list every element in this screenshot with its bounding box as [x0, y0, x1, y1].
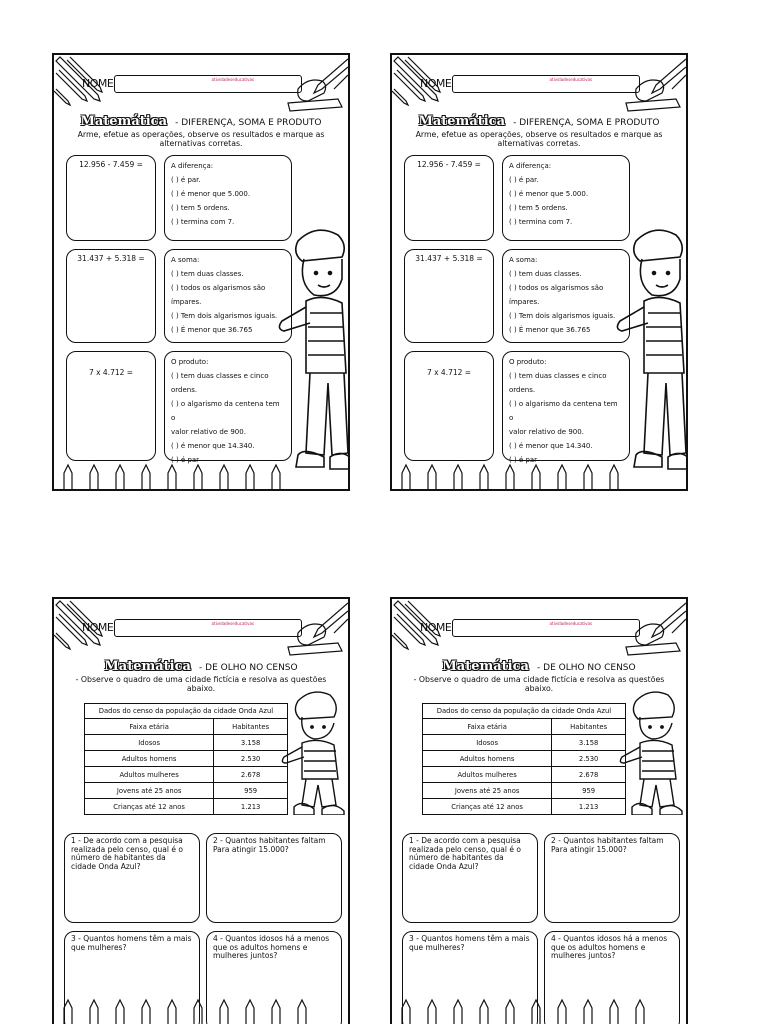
question-text: 1 - De acordo com a pesquisa realizada pelo censo, qual é o número de habitantes da cidade Onda Azul?	[71, 836, 183, 871]
title-sub: - DIFERENÇA, SOMA E PRODUTO	[175, 118, 322, 128]
option-item: ímpares.	[509, 298, 540, 306]
worksheet-title	[54, 110, 348, 129]
girl-illustration	[618, 687, 686, 815]
option-item[interactable]: ( ) todos os algarismos são	[171, 284, 266, 292]
table-cell: 2.678	[214, 767, 288, 783]
table-cell: 3.158	[214, 735, 288, 751]
table-header: Habitantes	[214, 719, 288, 735]
table-cell: 2.530	[552, 751, 626, 767]
answer-box-difference[interactable]	[404, 155, 494, 241]
option-item[interactable]: ( ) é par	[509, 456, 538, 464]
pencil-border-icon	[392, 996, 688, 1024]
table-cell: Adultos mulheres	[423, 767, 552, 783]
option-item: ímpares.	[171, 298, 202, 306]
table-header: Habitantes	[552, 719, 626, 735]
table-cell: Adultos mulheres	[85, 767, 214, 783]
instructions: Arme, efetue as operações, observe os resultados e marque as alternativas corretas.	[77, 130, 325, 148]
table-row	[423, 799, 626, 815]
brand-logo: atividadeseducativas	[211, 77, 254, 82]
option-item[interactable]: ( ) é menor que 5.000.	[171, 190, 251, 198]
option-item[interactable]: ( ) é par.	[509, 176, 539, 184]
options-difference	[164, 155, 292, 241]
title-main: Matemática	[418, 114, 506, 129]
heading-difference: A diferença:	[509, 162, 552, 170]
answer-box-difference[interactable]	[66, 155, 156, 241]
heading-product: O produto:	[171, 358, 209, 366]
name-label: NOME	[420, 621, 452, 634]
question-box-2[interactable]	[206, 833, 342, 923]
table-cell: Idosos	[85, 735, 214, 751]
worksheet-census-right	[390, 597, 688, 1024]
girl-illustration	[280, 687, 348, 815]
name-field[interactable]	[114, 619, 302, 637]
options-product	[164, 351, 292, 464]
option-item[interactable]: ( ) termina com 7.	[509, 218, 573, 226]
table-cell: 3.158	[552, 735, 626, 751]
operation-sum: 31.437 + 5.318 =	[415, 254, 483, 263]
table-cell: Jovens até 25 anos	[85, 783, 214, 799]
heading-product: O produto:	[509, 358, 547, 366]
options-difference	[502, 155, 630, 241]
option-item[interactable]: ( ) termina com 7.	[171, 218, 235, 226]
question-text: 2 - Quantos habitantes faltam Para atingir 15.000?	[551, 836, 664, 854]
option-item[interactable]: ( ) tem duas classes e cinco	[509, 372, 607, 380]
name-label: NOME	[420, 77, 452, 90]
name-field[interactable]	[452, 619, 640, 637]
worksheet-title	[54, 655, 348, 674]
name-field[interactable]	[452, 75, 640, 93]
table-row	[423, 751, 626, 767]
option-item[interactable]: ( ) o algarismo da centena tem o	[509, 400, 618, 422]
title-sub: - DIFERENÇA, SOMA E PRODUTO	[513, 118, 660, 128]
table-header: Faixa etária	[423, 719, 552, 735]
option-item[interactable]: ( ) é menor que 14.340.	[171, 442, 255, 450]
option-item[interactable]: ( ) tem duas classes.	[171, 270, 244, 278]
brand-logo: atividadeseducativas	[549, 77, 592, 82]
name-row	[420, 75, 640, 93]
title-main: Matemática	[104, 659, 191, 674]
table-row	[423, 767, 626, 783]
option-item[interactable]: ( ) Tem dois algarismos iguais.	[171, 312, 278, 320]
option-item[interactable]: ( ) todos os algarismos são	[509, 284, 604, 292]
option-item[interactable]: ( ) tem duas classes e cinco	[171, 372, 269, 380]
option-item[interactable]: ( ) é menor que 5.000.	[509, 190, 589, 198]
pencil-border-icon	[54, 996, 350, 1024]
table-cell: 2.530	[214, 751, 288, 767]
options-sum	[502, 249, 630, 343]
table-cell: Idosos	[423, 735, 552, 751]
option-item[interactable]: ( ) Tem dois algarismos iguais.	[509, 312, 616, 320]
option-item: valor relativo de 900.	[171, 428, 246, 436]
pencil-border-icon	[54, 461, 350, 489]
table-cell: 1.213	[552, 799, 626, 815]
option-item: ordens.	[171, 386, 198, 394]
table-row	[423, 735, 626, 751]
name-field[interactable]	[114, 75, 302, 93]
option-item[interactable]: ( ) é par.	[171, 176, 201, 184]
instructions: - Observe o quadro de uma cidade fictícia e resolva as questões abaixo.	[75, 675, 327, 693]
table-cell: Crianças até 12 anos	[85, 799, 214, 815]
question-box-1[interactable]	[402, 833, 538, 923]
boy-illustration	[276, 223, 350, 485]
table-caption: Dados do censo da população da cidade Onda Azul	[85, 704, 288, 719]
question-text: 3 - Quantos homens têm a mais que mulheres?	[409, 934, 530, 952]
option-item[interactable]: ( ) é menor que 14.340.	[509, 442, 593, 450]
heading-sum: A soma:	[171, 256, 200, 264]
operation-difference: 12.956 - 7.459 =	[417, 160, 481, 169]
option-item[interactable]: ( ) é par	[171, 456, 200, 464]
table-row	[85, 799, 288, 815]
question-box-1[interactable]	[64, 833, 200, 923]
title-main: Matemática	[80, 114, 168, 129]
question-text: 3 - Quantos homens têm a mais que mulheres?	[71, 934, 192, 952]
answer-box-product[interactable]	[66, 351, 156, 461]
title-sub: - DE OLHO NO CENSO	[199, 663, 298, 673]
question-text: 1 - De acordo com a pesquisa realizada pelo censo, qual é o número de habitantes da cidade Onda Azul?	[409, 836, 521, 871]
option-item[interactable]: ( ) tem 5 ordens.	[171, 204, 230, 212]
name-label: NOME	[82, 621, 114, 634]
table-cell: 2.678	[552, 767, 626, 783]
question-text: 2 - Quantos habitantes faltam Para atingir 15.000?	[213, 836, 326, 854]
table-cell: Crianças até 12 anos	[423, 799, 552, 815]
table-cell: 959	[214, 783, 288, 799]
table-row	[85, 751, 288, 767]
worksheet-census-left	[52, 597, 350, 1024]
operation-product: 7 x 4.712 =	[426, 368, 472, 377]
worksheet-operations-right	[390, 53, 688, 491]
operation-product: 7 x 4.712 =	[88, 368, 134, 377]
answer-box-sum[interactable]	[66, 249, 156, 343]
heading-sum: A soma:	[509, 256, 538, 264]
census-table	[422, 703, 626, 815]
worksheet-operations-left	[52, 53, 350, 491]
brand-logo: atividadeseducativas	[211, 621, 254, 626]
table-row	[423, 783, 626, 799]
brand-logo: atividadeseducativas	[549, 621, 592, 626]
table-cell: 1.213	[214, 799, 288, 815]
table-row	[85, 783, 288, 799]
name-row	[420, 619, 640, 637]
option-item[interactable]: ( ) É menor que 36.765	[171, 326, 253, 334]
table-row	[85, 735, 288, 751]
table-cell: 959	[552, 783, 626, 799]
table-cell: Adultos homens	[423, 751, 552, 767]
answer-box-sum[interactable]	[404, 249, 494, 343]
options-product	[502, 351, 630, 464]
name-label: NOME	[82, 77, 114, 90]
boy-illustration	[614, 223, 688, 485]
operation-difference: 12.956 - 7.459 =	[79, 160, 143, 169]
table-caption: Dados do censo da população da cidade Onda Azul	[423, 704, 626, 719]
name-row	[82, 619, 302, 637]
table-row	[85, 767, 288, 783]
instructions: Arme, efetue as operações, observe os resultados e marque as alternativas corretas.	[415, 130, 663, 148]
question-text: 4 - Quantos idosos há a menos que os adultos homens e mulheres juntos?	[551, 934, 668, 960]
option-item: valor relativo de 900.	[509, 428, 584, 436]
name-row	[82, 75, 302, 93]
title-main: Matemática	[442, 659, 529, 674]
worksheet-title	[392, 655, 686, 674]
pencil-border-icon	[392, 461, 688, 489]
question-text: 4 - Quantos idosos há a menos que os adultos homens e mulheres juntos?	[213, 934, 330, 960]
option-item[interactable]: ( ) tem duas classes.	[509, 270, 582, 278]
census-table	[84, 703, 288, 815]
table-cell: Adultos homens	[85, 751, 214, 767]
title-sub: - DE OLHO NO CENSO	[537, 663, 636, 673]
option-item[interactable]: ( ) tem 5 ordens.	[509, 204, 568, 212]
worksheet-title	[392, 110, 686, 129]
operation-sum: 31.437 + 5.318 =	[77, 254, 145, 263]
question-box-2[interactable]	[544, 833, 680, 923]
option-item: ordens.	[509, 386, 536, 394]
options-sum	[164, 249, 292, 343]
heading-difference: A diferença:	[171, 162, 214, 170]
answer-box-product[interactable]	[404, 351, 494, 461]
option-item[interactable]: ( ) É menor que 36.765	[509, 326, 591, 334]
option-item[interactable]: ( ) o algarismo da centena tem o	[171, 400, 280, 422]
table-header: Faixa etária	[85, 719, 214, 735]
instructions: - Observe o quadro de uma cidade fictícia e resolva as questões abaixo.	[413, 675, 665, 693]
table-cell: Jovens até 25 anos	[423, 783, 552, 799]
